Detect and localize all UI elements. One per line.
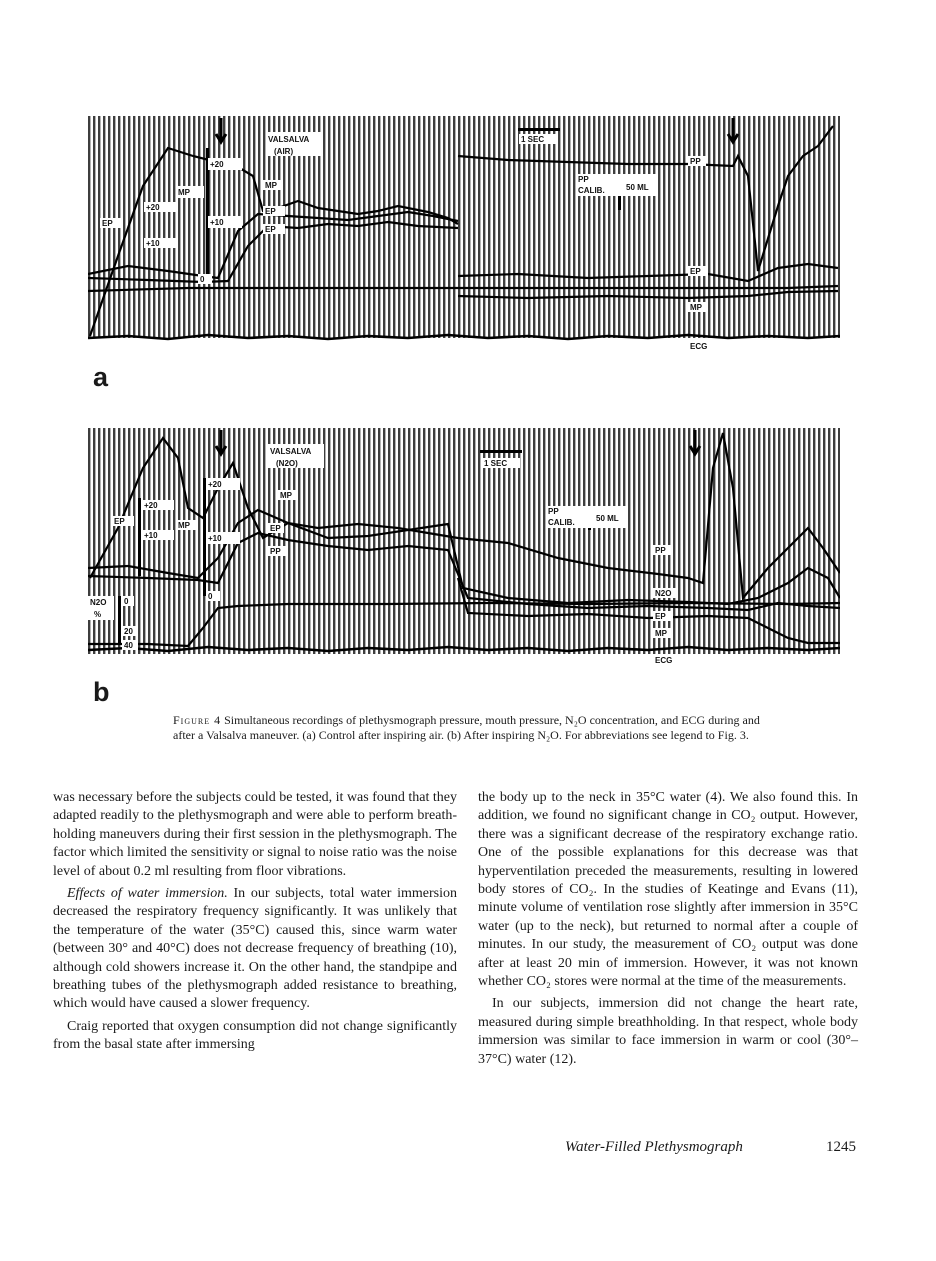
label-timebar: 1 SEC xyxy=(484,459,508,468)
scale-n2o-20: 20 xyxy=(124,627,133,636)
running-head: Water-Filled Plethysmograph xyxy=(565,1139,743,1155)
label-calib-pp: PP xyxy=(548,507,559,516)
label-mp: MP xyxy=(280,491,292,500)
figure-panel-a xyxy=(88,116,840,366)
label-ep: EP xyxy=(270,524,281,533)
scale-mp-20: +20 xyxy=(210,160,224,169)
label-n2o-pct: % xyxy=(94,610,102,619)
paragraph: the body up to the neck in 35°C water (4). We also found this. In addition, we found no significant change in CO₂ output. However, there was a significant decrease of the respiratory exchange ratio. One of the possible explanations for this decrease was that hyperventilation preceded the measurements, resulting in lowered body stores of CO₂. In the studies of Keatinge and Evans (11), minute volume of ventilation rose slightly after immersion in 35°C water (up to the neck), but returned to normal after a couple of minutes. In our study, the measurement of CO₂ output was done after at least 20 min of immersion. However, it was not known whether CO₂ stores were normal at the time of the measurements. xyxy=(478,790,858,990)
recording-trace-b xyxy=(88,428,840,682)
right-column xyxy=(478,789,858,1069)
label-ep-mid: EP xyxy=(265,207,276,216)
label-pp: PP xyxy=(270,547,281,556)
scale-mp-0: 0 xyxy=(208,592,213,601)
panel-letter-b: b xyxy=(93,677,110,707)
scale-ep-10: +10 xyxy=(144,531,158,540)
label-calib-value: 50 ML xyxy=(626,183,649,192)
section-heading: Effects of water immersion. xyxy=(67,886,228,902)
label-pp: PP xyxy=(690,157,701,166)
label-mp-right: MP xyxy=(690,303,702,312)
scale-mp-10: +10 xyxy=(208,534,222,543)
paragraph: In our subjects, immersion did not change the heart rate, measured during simple breathholding. In that respect, whole body immersion was similar to face immersion in warm or cool (30°–37°C) water (12). xyxy=(478,996,858,1067)
label-ecg: ECG xyxy=(690,342,708,351)
label-mp-left: MP xyxy=(178,188,190,197)
caption-label: Figure 4 xyxy=(173,713,222,727)
label-calib-value: 50 ML xyxy=(596,514,619,523)
panel-letter-a: a xyxy=(93,362,109,392)
label-ecg: ECG xyxy=(655,656,673,665)
label-ep: EP xyxy=(265,225,276,234)
recording-trace-a xyxy=(88,116,840,366)
caption-text: Simultaneous recordings of plethysmograph pressure, mouth pressure, N₂O concentration, and ECG during and after a Valsalva maneuver. (a) Control after inspiring air. (b) After inspiring N₂O. For abbreviations see legend to Fig. 3. xyxy=(173,713,760,742)
scale-ep-20: +20 xyxy=(146,203,160,212)
label-gas: (N2O) xyxy=(276,459,298,468)
label-calib-pp: PP xyxy=(578,175,589,184)
label-timebar: 1 SEC xyxy=(521,135,545,144)
label-mp: MP xyxy=(265,181,277,190)
label-mp-left: MP xyxy=(178,521,190,530)
label-mp-right: MP xyxy=(655,629,667,638)
scale-mp-20: +20 xyxy=(208,480,222,489)
paragraph: was necessary before the subjects could be tested, it was found that they adapted readily to the plethysmograph and were able to perform breath-holding maneuvers during their first session in the plethysmograph. The factor which limited the sensitivity or signal to noise ratio was the noise level of about 0.2 ml resulting from floor vibrations. xyxy=(53,790,457,879)
figure-panel-b xyxy=(88,428,840,682)
paragraph-effects xyxy=(53,885,457,1014)
label-n2o: N2O xyxy=(655,589,672,598)
page-number: 1245 xyxy=(826,1139,856,1155)
scale-ep-20: +20 xyxy=(144,501,158,510)
label-valsalva: VALSALVA xyxy=(268,135,310,144)
scale-n2o-0: 0 xyxy=(124,597,129,606)
label-ep-right: EP xyxy=(655,612,666,621)
label-calib: CALIB. xyxy=(578,186,605,195)
left-column xyxy=(53,789,457,1055)
label-ep-left: EP xyxy=(114,517,125,526)
scale-mp-10: +10 xyxy=(210,218,224,227)
figure-caption xyxy=(173,713,773,742)
scale-n2o-40: 40 xyxy=(124,641,133,650)
label-ep-left: EP xyxy=(102,219,113,228)
label-valsalva: VALSALVA xyxy=(270,447,312,456)
paragraph: Craig reported that oxygen consumption did not change significantly from the basal state after immersing xyxy=(53,1018,457,1053)
paragraph-text: In our subjects, total water immersion decreased the respiratory frequency significantly. It was unlikely that the temperature of the water (35°C) caused this, since warm water (between 30° and 40°C) does not decrease frequency of breathing (10), although cold showers increase it. On the other hand, the standpipe and breathing tubes of the plethysmograph added resistance to breathing, which would have caused a slower frequency. xyxy=(53,886,457,1012)
label-calib: CALIB. xyxy=(548,518,575,527)
scale-mp-0: 0 xyxy=(200,275,205,284)
label-ep-right: EP xyxy=(690,267,701,276)
label-gas: (AIR) xyxy=(274,147,294,156)
label-n2o-left: N2O xyxy=(90,598,107,607)
label-pp-right: PP xyxy=(655,546,666,555)
scale-ep-10: +10 xyxy=(146,239,160,248)
